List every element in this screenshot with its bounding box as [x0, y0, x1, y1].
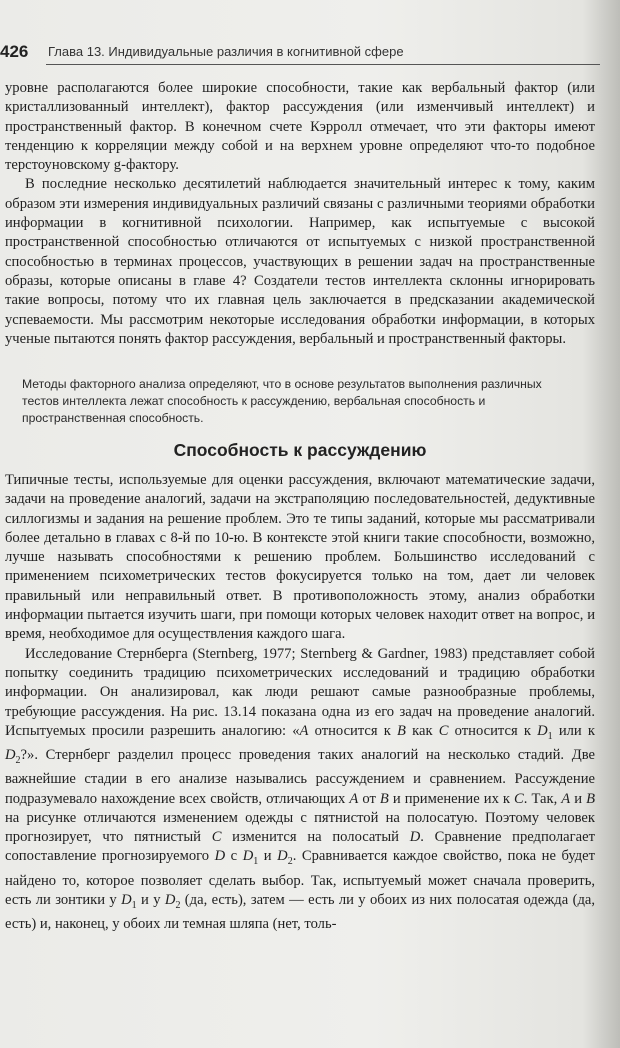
- page-number: 426: [0, 42, 29, 61]
- header-rule: [46, 64, 600, 65]
- running-head: Глава 13. Индивидуальные различия в когнитивной сфере: [48, 44, 404, 59]
- intro-text: [5, 79, 595, 349]
- paragraph-intro-continuation: уровне располагаются более широкие способности, такие как вербальный фактор (или кристаллизованный интеллект), фактор рассуждения (или изменчивый интеллект) и пространственный фактор. В конечном счете Кэрролл отмечает, что эти факторы имеют тенденцию к корреляции между собой и на верхнем уровне определяют что-то подобное терстоуновскому g-фактору.: [5, 80, 595, 174]
- page-header: [0, 42, 600, 64]
- paragraph-section-2: Исследование Стернберга (Sternberg, 1977; Sternberg & Gardner, 1983) представляет собой попытку соединить традицию психометрических исследований и традицию обработки информации. Он анализировал, как люди решают самые разнообразные проблемы, требующие рассуждения. На рис. 13.14 показана одна из его задач на проведение аналогий. Испытуемых просили разрешить аналогию: «A относится к B как C относится к $D_1$ или к $D_2$?». Стернберг разделил процесс проведения таких аналогий на несколько стадий. Две важнейшие стадии в его анализе назывались рассуждением и сравнением. Рассуждение подразумевало нахождение всех свойств, отличающих A от B и применение их к C. Так, A и B на рисунке отличаются изменением одежды с пятнистой на полосатую. Поэтому человек прогнозирует, что пятнистый C изменится на полосатый D. Сравнение предполагает сопоставление прогнозируемого D с $D_1$ и $D_2$. Сравнивается каждое свойство, пока не будет найдено то, которое позволяет сделать выбор. Так, испытуемый может сначала проверить, есть ли зонтики у $D_1$ и у $D_2$ (да, есть), затем — есть ли у обоих из них полосатая одежда (да, есть) и, наконец, у обоих ли темная шляпа (нет, толь-: [5, 645, 596, 933]
- margin-summary: Методы факторного анализа определяют, что в основе результатов выполнения различных тестов интеллекта лежат способность к рассуждению, вербальная способность и пространственная способность.: [22, 377, 542, 425]
- section-title: Способность к рассуждению: [173, 440, 427, 460]
- section-text: [5, 471, 595, 934]
- paragraph-section-1: Типичные тесты, используемые для оценки рассуждения, включают математические задачи, задачи на проведение аналогий, задачи на экстраполяцию последовательностей, дедуктивные силлогизмы и задания на решение проблем. Это те типы заданий, которые мы рассматривали более детально в главах с 8-й по 10-ю. В контексте этой книги такие способности, возможно, лучше называть способностями к решению проблем. Большинство исследований с применением психометрических тестов фокусируется только на том, дает ли человек правильный или неправильный ответ. В противоположность этому, анализ обработки информации пытается изучить шаги, при помощи которых человек находит ответ на вопрос, и время, необходимое для осуществления каждого шага.: [5, 472, 595, 643]
- paragraph-intro-2: В последние несколько десятилетий наблюдается значительный интерес к тому, каким образом эти измерения индивидуальных различий связаны с различными теориями обработки информации в когнитивной психологии. Например, как испытуемые с высокой пространственной способностью отличаются от испытуемых с низкой пространственной способностью в терминах процессов, участвующих в решении задач на пространственные образы, которые описаны в главе 4? Создатели тестов интеллекта склонны игнорировать такие вопросы, потому что их главная цель заключается в предсказании академической успеваемости. Мы рассмотрим некоторые исследования обработки информации, в которых ученые пытаются понять фактор рассуждения, вербальный и пространственный факторы.: [5, 176, 595, 347]
